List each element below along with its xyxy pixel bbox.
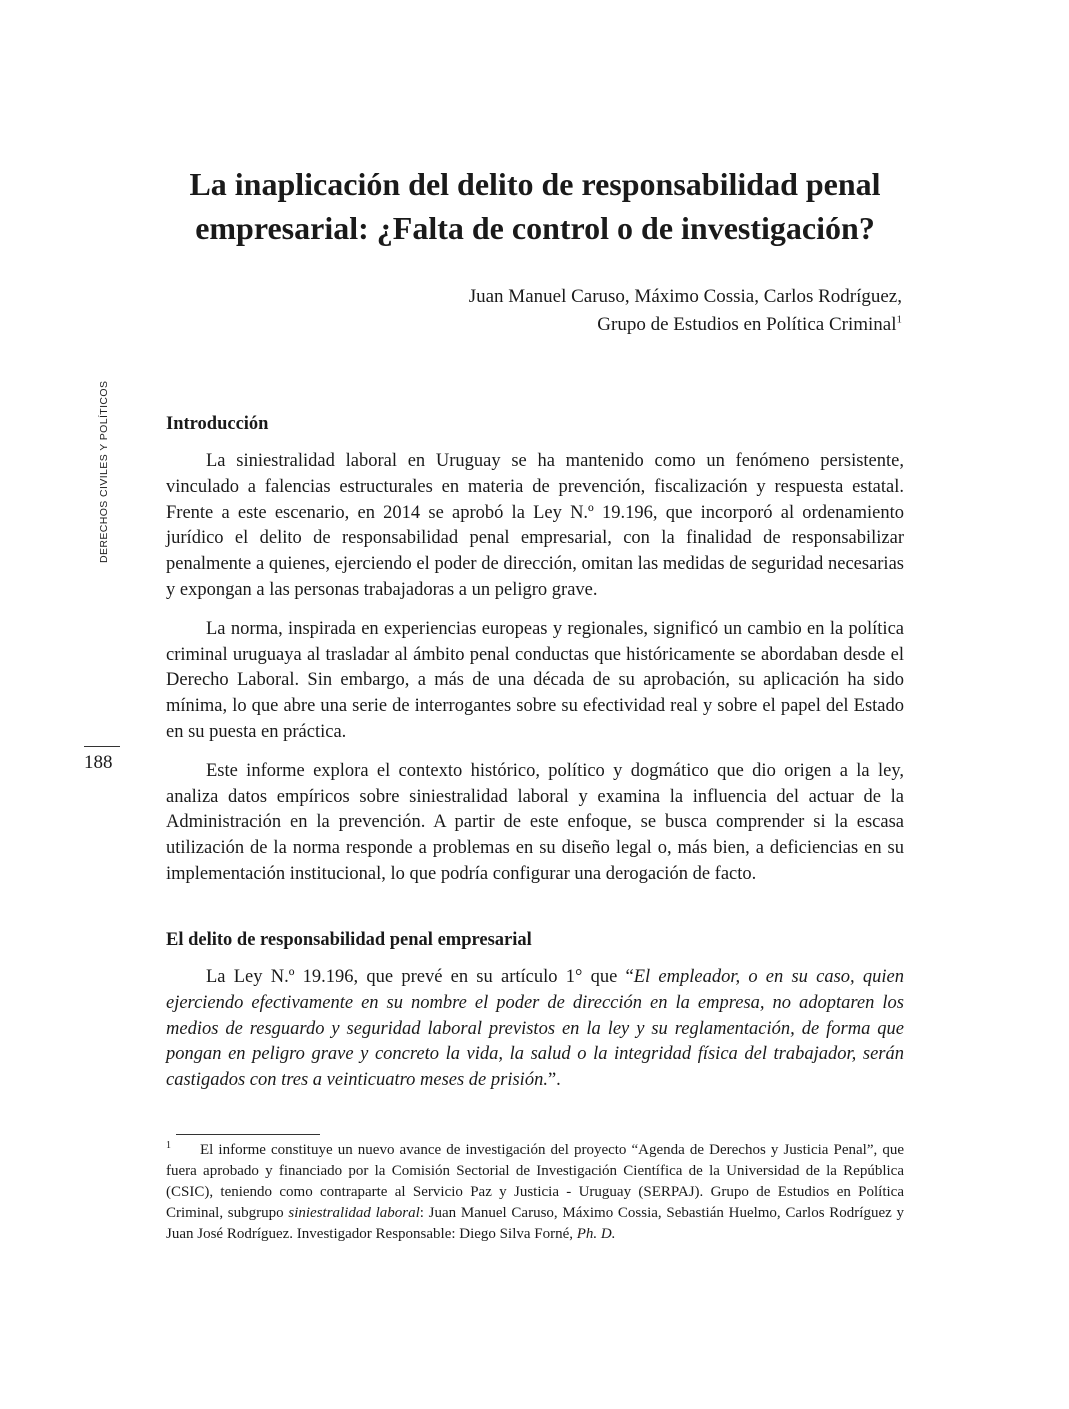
offense-section (166, 927, 904, 1094)
offense-lead: La Ley N.º 19.196, que prevé en su artículo 1° que “ (206, 967, 634, 987)
offense-heading: El delito de responsabilidad penal empresarial (166, 930, 532, 950)
footnote-text-a: El informe constituye un nuevo avance de investigación del proyecto “Agenda de Derechos y Justicia Penal”, que fuera aprobado y financiado por la Comisión Sectorial de Investigación Científica de la Universidad de la República (CSIC), teniendo como contraparte al Servicio Paz y Justicia - Uruguay (SERPAJ). Grupo de Estudios en Política Criminal, subgrupo (166, 1142, 904, 1221)
footnote-text-b: : Juan Manuel Caruso, Máximo Cossia, Sebastián Huelmo, Carlos Rodríguez y Juan José Rodríguez. Investigador Responsable: Diego Silva Forné, (166, 1205, 904, 1242)
intro-paragraph-1: La siniestralidad laboral en Uruguay se ha mantenido como un fenómeno persistente, vinculado a falencias estructurales en materia de prevención, fiscalización y respuesta estatal. Frente a este escenario, en 2014 se aprobó la Ley N.º 19.196, que incorporó al ordenamiento jurídico el delito de responsabilidad penal empresarial, con la finalidad de responsabilizar penalmente a quienes, ejerciendo el poder de dirección, omitan las medidas de seguridad necesarias y expongan a las personas trabajadoras a un peligro grave. (166, 451, 904, 600)
page-number: 188 (84, 752, 113, 773)
intro-paragraph-2: La norma, inspirada en experiencias europeas y regionales, significó un cambio en la política criminal uruguaya al trasladar al ámbito penal conductas que históricamente se abordaban desde el Derecho Laboral. Sin embargo, a más de una década de su aprobación, su aplicación ha sido mínima, lo que abre una serie de interrogantes sobre su efectividad real y sobre el papel del Estado en su puesta en práctica. (166, 618, 904, 742)
authors-group (202, 311, 902, 339)
offense-tail: ”. (547, 1070, 561, 1091)
footnote-rule (176, 1134, 320, 1135)
article-title: La inaplicación del delito de responsabilidad penal empresarial: ¿Falta de control o de investigación? (189, 166, 881, 246)
section-side-label: DERECHOS CIVILES Y POLÍTICOS (98, 380, 110, 563)
authors-names: Juan Manuel Caruso, Máximo Cossia, Carlos Rodríguez, (468, 286, 902, 307)
offense-paragraph-1 (166, 965, 904, 1094)
footnote-1: 1 El informe constituye un nuevo avance de investigación del proyecto “Agenda de Derechos y Justicia Penal”, que fuera aprobado y financiado por la Comisión Sectorial de Investigación Científica de la Universidad de la República (CSIC), teniendo como contraparte al Servicio Paz y Justicia - Uruguay (SERPAJ). Grupo de Estudios en Política Criminal, subgrupo siniestralidad laboral: Juan Manuel Caruso, Máximo Cossia, Sebastián Huelmo, Carlos Rodríguez y Juan José Rodríguez. Investigador Responsable: Diego Silva Forné, Ph. D. (166, 1140, 904, 1242)
footnote-italic: siniestralidad laboral (288, 1205, 420, 1221)
authors-group-name: Grupo de Estudios en Política Criminal (597, 314, 897, 335)
law-quote: El empleador, o en su caso, quien ejerciendo efectivamente en su nombre el poder de dirección en la empresa, no adoptaren los medios de resguardo y seguridad laboral previstos en la ley y su reglamentación, de forma que pongan en peligro grave y concreto la vida, la salud o la integridad física del trabajador, serán castigados con tres a veinticuatro meses de prisión. (166, 967, 905, 1091)
intro-heading: Introducción (166, 414, 269, 434)
introduction-section (166, 411, 904, 888)
footnote-italic-2: Ph. D. (576, 1226, 616, 1242)
footnote-ref[interactable]: 1 (896, 313, 902, 326)
intro-paragraph-3: Este informe explora el contexto histórico, político y dogmático que dio origen a la ley, analiza datos empíricos sobre siniestralidad laboral y examina la influencia del actuar de la Administración en la prevención. A partir de este enfoque, se busca comprender si la escasa utilización de la norma responde a problemas en su diseño legal o, más bien, a deficiencias en su implementación institucional, lo que podría configurar una derogación de facto. (166, 760, 904, 884)
author-block (202, 283, 902, 339)
page-number-rule (84, 746, 120, 747)
